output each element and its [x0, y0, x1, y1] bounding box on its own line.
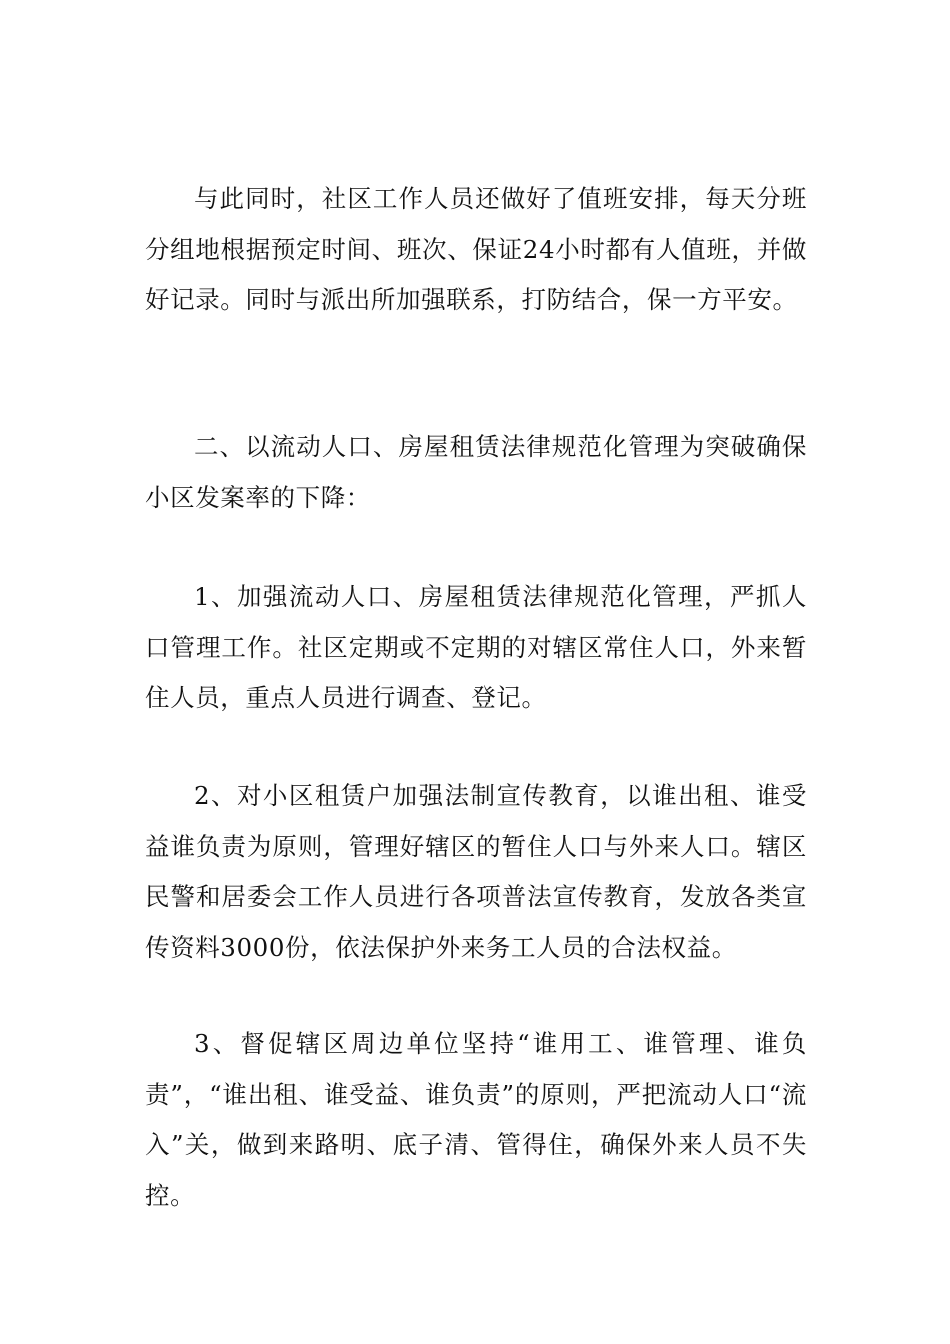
paragraph-item-2: 2、对小区租赁户加强法制宣传教育，以谁出租、谁受益谁负责为原则，管理好辖区的暂住人口与外来人口。辖区民警和居委会工作人员进行各项普法宣传教育，发放各类宣传资料3000份，依法保护外来务工人员的合法权益。: [145, 781, 807, 962]
paragraph-item-3: 3、督促辖区周边单位坚持“谁用工、谁管理、谁负责”，“谁出租、谁受益、谁负责”的原则，严把流动人口“流入”关，做到来路明、底子清、管得住，确保外来人员不失控。: [145, 1029, 807, 1210]
section-heading-two: 二、以流动人口、房屋租赁法律规范化管理为突破确保小区发案率的下降：: [145, 432, 807, 512]
paragraph-item-1: 1、加强流动人口、房屋租赁法律规范化管理，严抓人口管理工作。社区定期或不定期的对辖区常住人口，外来暂住人员，重点人员进行调查、登记。: [145, 582, 807, 712]
paragraph-duty-arrangement: 与此同时，社区工作人员还做好了值班安排，每天分班分组地根据预定时间、班次、保证24小时都有人值班，并做好记录。同时与派出所加强联系，打防结合，保一方平安。: [145, 184, 807, 314]
